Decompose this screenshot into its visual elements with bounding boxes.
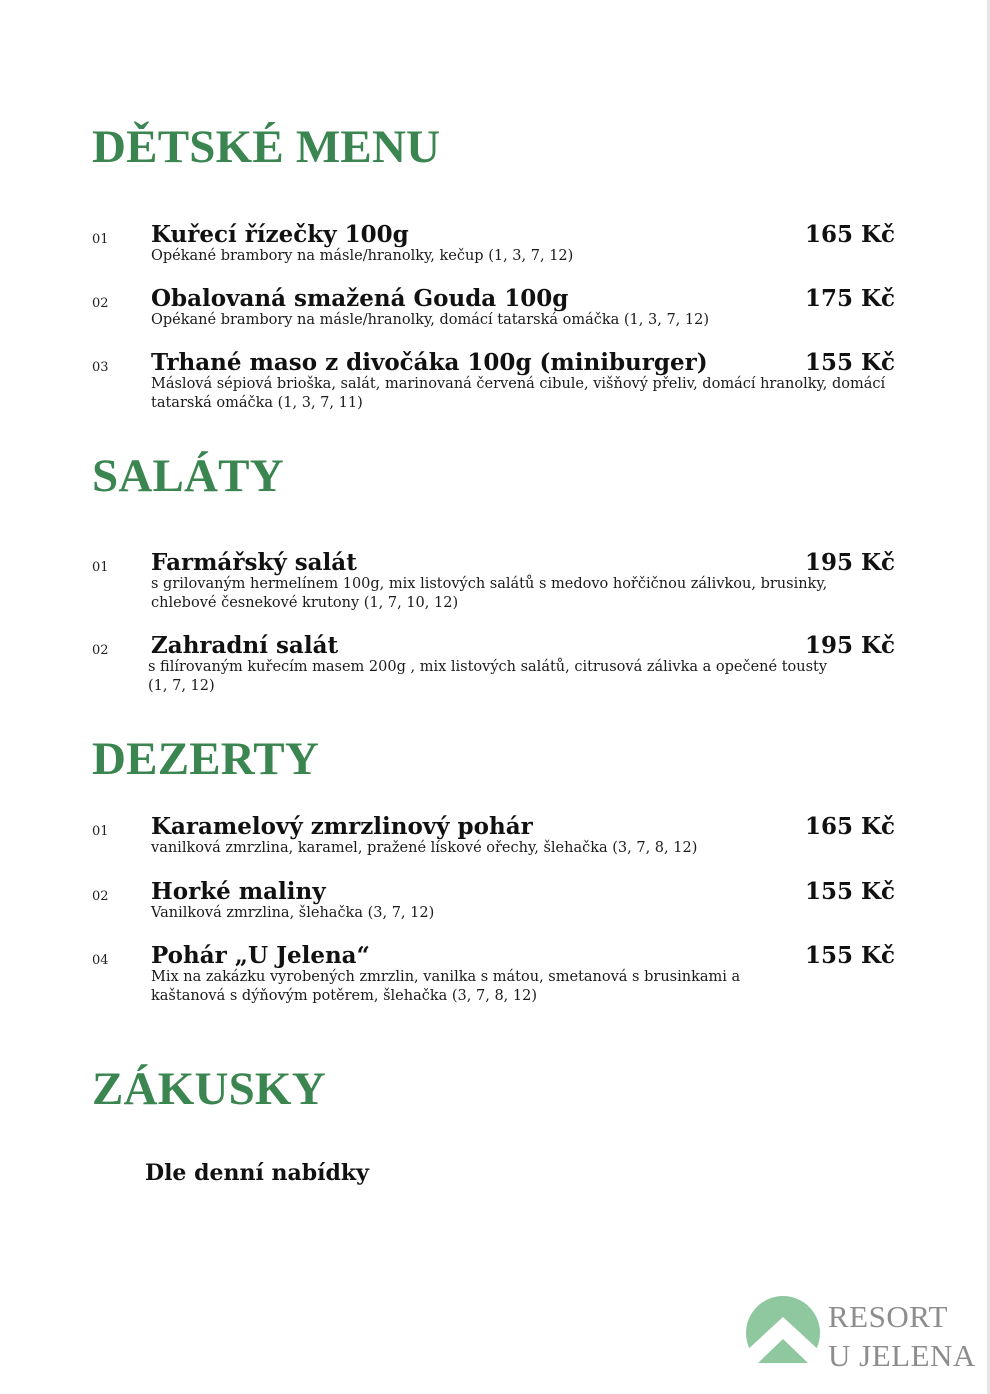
item-price: 195 Kč xyxy=(804,632,895,659)
item-price: 165 Kč xyxy=(804,221,895,248)
item-name: Kuřecí řízečky 100g xyxy=(151,221,409,248)
logo-line-1: RESORT xyxy=(828,1299,948,1334)
item-name: Karamelový zmrzlinový pohár xyxy=(151,813,533,840)
item-price: 155 Kč xyxy=(804,942,895,969)
item-number: 02 xyxy=(92,296,109,311)
item-description: Máslová sépiová brioška, salát, marinovaná červená cibule, višňový přeliv, domácí hranolky, domácí tatarská omáčka (1, 3, 7, 11) xyxy=(151,376,886,411)
item-description: Mix na zakázku vyrobených zmrzlin, vanilka s mátou, smetanová s brusinkami a kaštanová s dýňovým potěrem, šlehačka (3, 7, 8, 12) xyxy=(151,969,741,1004)
item-price: 195 Kč xyxy=(804,549,895,576)
item-name: Obalovaná smažená Gouda 100g xyxy=(151,285,569,312)
item-description: Opékané brambory na másle/hranolky, kečup (1, 3, 7, 12) xyxy=(151,248,574,264)
item-description: Vanilková zmrzlina, šlehačka (3, 7, 12) xyxy=(151,905,435,921)
item-name: Zahradní salát xyxy=(151,632,339,659)
item-description: s filírovaným kuřecím masem 200g , mix listových salátů, citrusová zálivka a opečené tousty (1, 7, 12) xyxy=(148,659,828,694)
item-name: Horké maliny xyxy=(151,878,326,905)
item-price: 165 Kč xyxy=(804,813,895,840)
section-title-kids-menu: DĚTSKÉ MENU xyxy=(92,121,441,173)
item-number: 01 xyxy=(92,824,109,839)
logo-line-2: U JELENA xyxy=(828,1338,976,1373)
mountain-circle-icon xyxy=(744,1293,824,1373)
logo-wordmark xyxy=(828,1297,976,1375)
section-title-desserts: DEZERTY xyxy=(92,733,319,785)
item-name: Pohár „U Jelena“ xyxy=(151,942,370,969)
daily-offer-note: Dle denní nabídky xyxy=(145,1160,369,1186)
section-title-salads: SALÁTY xyxy=(92,450,284,502)
item-number: 01 xyxy=(92,232,109,247)
item-number: 02 xyxy=(92,889,109,904)
item-number: 02 xyxy=(92,643,109,658)
item-number: 04 xyxy=(92,953,109,968)
resort-logo xyxy=(744,1293,976,1373)
item-description: vanilková zmrzlina, karamel, pražené lískové ořechy, šlehačka (3, 7, 8, 12) xyxy=(151,840,698,856)
item-number: 03 xyxy=(92,360,109,375)
item-name: Farmářský salát xyxy=(151,549,357,576)
item-number: 01 xyxy=(92,560,109,575)
item-name: Trhané maso z divočáka 100g (miniburger) xyxy=(151,349,708,376)
item-price: 175 Kč xyxy=(804,285,895,312)
item-price: 155 Kč xyxy=(804,349,895,376)
section-title-cakes: ZÁKUSKY xyxy=(92,1063,326,1115)
item-description: s grilovaným hermelínem 100g, mix listových salátů s medovo hořčičnou zálivkou, brusinky, chlebové česnekové krutony (1, 7, 10, 12) xyxy=(151,576,828,611)
item-price: 155 Kč xyxy=(804,878,895,905)
item-description: Opékané brambory na másle/hranolky, domácí tatarská omáčka (1, 3, 7, 12) xyxy=(151,312,709,328)
